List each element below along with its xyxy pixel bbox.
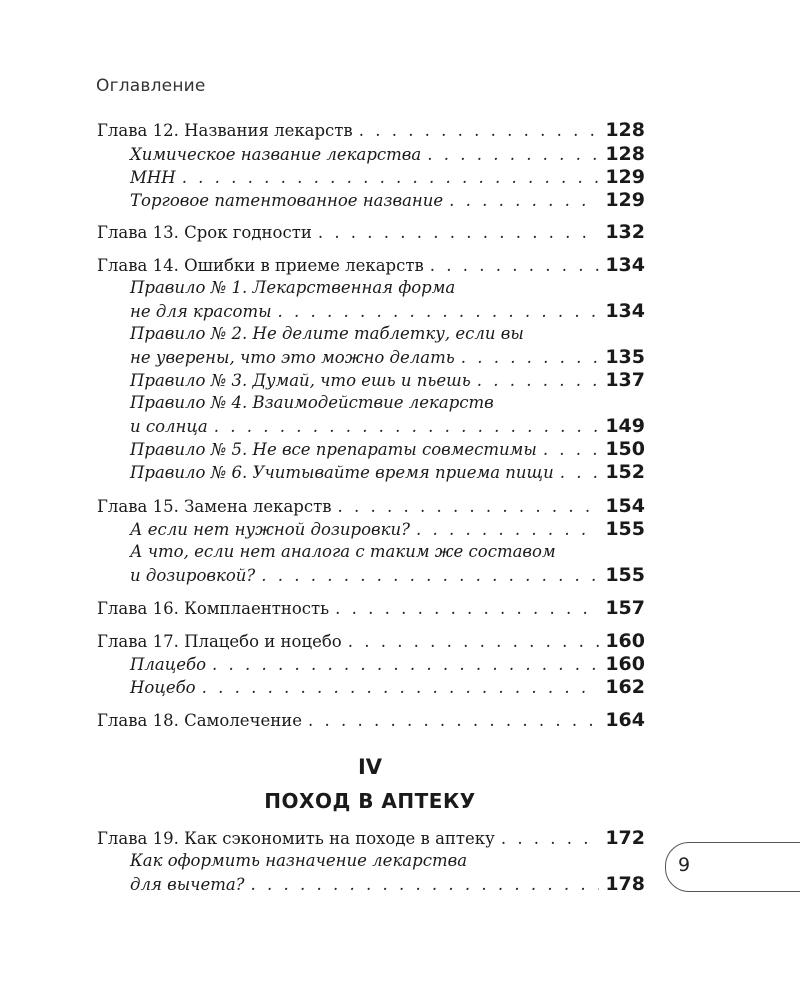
page-number: 134: [605, 254, 645, 276]
entry-title: Глава 12. Названия лекарств: [97, 121, 353, 140]
page-number: 178: [605, 873, 645, 895]
dot-leader: [427, 143, 599, 167]
entry-title: для вычета?: [130, 875, 245, 894]
dot-leader: [278, 300, 600, 324]
page-number: 134: [605, 300, 645, 322]
entry-title-line1: Правило № 2. Не делите таблетку, если вы: [130, 324, 524, 343]
part-number: IV: [357, 755, 383, 779]
toc-chapter-12[interactable]: [97, 118, 645, 142]
toc-subentry[interactable]: [130, 563, 645, 587]
page-number: 160: [605, 653, 645, 675]
entry-title: не уверены, что это можно делать: [130, 348, 455, 367]
toc-subentry[interactable]: [130, 142, 645, 166]
toc-subentry[interactable]: [130, 652, 645, 676]
dot-leader: [251, 873, 600, 897]
page-number: 154: [605, 495, 645, 517]
toc-subentry[interactable]: [130, 188, 645, 212]
entry-title: Глава 15. Замена лекарств: [97, 497, 332, 516]
part-title: ПОХОД В АПТЕКУ: [264, 789, 476, 813]
entry-title-line1: Правило № 4. Взаимодействие лекарств: [130, 393, 494, 412]
entry-title-line1: А что, если нет аналога с таким же составом: [130, 542, 556, 561]
toc-chapter-13[interactable]: [97, 220, 645, 244]
entry-title: Правило № 6. Учитывайте время приема пищи: [130, 463, 554, 482]
toc-subentry[interactable]: [130, 437, 645, 461]
dot-leader: [308, 709, 599, 733]
toc-subentry[interactable]: [130, 414, 645, 438]
page-number: 157: [605, 597, 645, 619]
page-number: 128: [605, 143, 645, 165]
dot-leader: [261, 564, 599, 588]
toc-chapter-19[interactable]: [97, 826, 645, 850]
folio-number: 9: [678, 854, 691, 876]
running-header: Оглавление: [96, 76, 206, 96]
entry-title: МНН: [130, 168, 176, 187]
page-number-tab: [665, 842, 800, 892]
entry-title: Плацебо: [130, 655, 207, 674]
dot-leader: [335, 597, 599, 621]
page-number: 152: [605, 461, 645, 483]
dot-leader: [416, 518, 599, 542]
page-number: 129: [605, 166, 645, 188]
dot-leader: [477, 369, 600, 393]
dot-leader: [430, 254, 600, 278]
toc-subentry[interactable]: [130, 872, 645, 896]
dot-leader: [449, 189, 599, 213]
entry-title: и солнца: [130, 417, 208, 436]
entry-title: Глава 17. Плацебо и ноцебо: [97, 632, 342, 651]
page-number: 155: [605, 564, 645, 586]
page-number: 172: [605, 827, 645, 849]
page-number: 162: [605, 676, 645, 698]
dot-leader: [214, 415, 600, 439]
entry-title: Правило № 5. Не все препараты совместимы: [130, 440, 537, 459]
page-number: 149: [605, 415, 645, 437]
dot-leader: [182, 166, 600, 190]
entry-title: Глава 19. Как сэкономить на походе в аптеку: [97, 829, 495, 848]
toc-chapter-16[interactable]: [97, 596, 645, 620]
entry-title-line1: Правило № 1. Лекарственная форма: [130, 278, 456, 297]
entry-title: Правило № 3. Думай, что ешь и пьешь: [130, 371, 471, 390]
dot-leader: [348, 630, 600, 654]
toc-subentry[interactable]: [130, 675, 645, 699]
toc-subentry[interactable]: [130, 368, 645, 392]
entry-title: Торговое патентованное название: [130, 191, 444, 210]
dot-leader: [318, 221, 600, 245]
entry-title: Ноцебо: [130, 678, 196, 697]
entry-title: Глава 14. Ошибки в приеме лекарств: [97, 256, 424, 275]
page-number: 155: [605, 518, 645, 540]
entry-title: Глава 16. Комплаентность: [97, 599, 330, 618]
page-number: 137: [605, 369, 645, 391]
toc-chapter-15[interactable]: [97, 494, 645, 518]
toc-subentry[interactable]: [130, 517, 645, 541]
dot-leader: [212, 653, 599, 677]
dot-leader: [202, 676, 600, 700]
page-number: 128: [605, 119, 645, 141]
toc-chapter-14[interactable]: [97, 253, 645, 277]
entry-title: и дозировкой?: [130, 566, 256, 585]
page-number: 164: [605, 709, 645, 731]
toc-subentry[interactable]: [130, 460, 645, 484]
dot-leader: [461, 346, 600, 370]
entry-title: Химическое название лекарства: [130, 145, 422, 164]
toc-subentry[interactable]: [130, 299, 645, 323]
dot-leader: [543, 438, 600, 462]
toc-chapter-18[interactable]: [97, 708, 645, 732]
dot-leader: [359, 119, 600, 143]
dot-leader: [560, 461, 600, 485]
toc-subentry[interactable]: [130, 165, 645, 189]
toc-chapter-17[interactable]: [97, 629, 645, 653]
page-number: 132: [605, 221, 645, 243]
dot-leader: [501, 827, 600, 851]
page-number: 135: [605, 346, 645, 368]
dot-leader: [338, 495, 600, 519]
entry-title-line1: Как оформить назначение лекарства: [130, 851, 468, 870]
page-number: 160: [605, 630, 645, 652]
entry-title: А если нет нужной дозировки?: [130, 520, 410, 539]
entry-title: Глава 13. Срок годности: [97, 223, 312, 242]
entry-title: не для красоты: [130, 302, 272, 321]
page-number: 129: [605, 189, 645, 211]
toc-subentry[interactable]: [130, 345, 645, 369]
page-number: 150: [605, 438, 645, 460]
entry-title: Глава 18. Самолечение: [97, 711, 303, 730]
